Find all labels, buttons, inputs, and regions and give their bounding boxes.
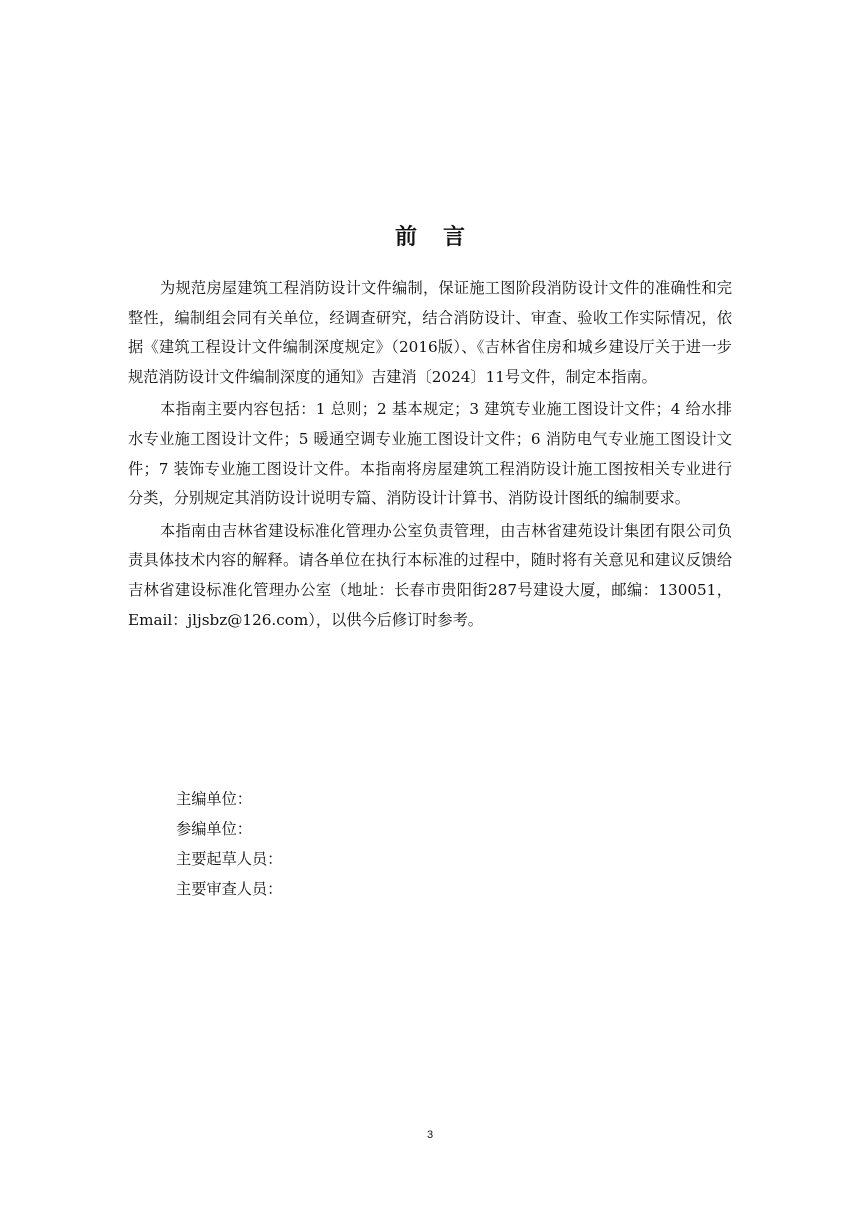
chief-editor-unit-label: 主编单位： bbox=[176, 790, 252, 808]
page-title bbox=[0, 222, 860, 254]
preface-body bbox=[128, 274, 732, 638]
paragraph-purpose: 为规范房屋建筑工程消防设计文件编制，保证施工图阶段消防设计文件的准确性和完整性，编制组会同有关单位，经调查研究，结合消防设计、审查、验收工作实际情况，依据《建筑工程设计文件编制深度规定》（2016版）、《吉林省住房和城乡建设厅关于进一步规范消防设计文件编制深度的通知》吉建消〔2024〕11号文件，制定本指南。 bbox=[128, 279, 732, 386]
title-char-second: 言 bbox=[443, 225, 466, 250]
main-reviewers-label: 主要审查人员： bbox=[176, 880, 283, 898]
participating-unit-label: 参编单位： bbox=[176, 820, 252, 838]
page-number: 3 bbox=[426, 1129, 434, 1141]
main-drafters-label: 主要起草人员： bbox=[176, 850, 283, 868]
paragraph-management: 本指南由吉林省建设标准化管理办公室负责管理，由吉林省建苑设计集团有限公司负责具体技术内容的解释。请各单位在执行本标准的过程中，随时将有关意见和建议反馈给吉林省建设标准化管理办公室（地址：长春市贵阳街287号建设大厦，邮编：130051，Email：jljsbz@126.com），以供今后修订时参考。 bbox=[128, 521, 732, 629]
paragraph-contents: 本指南主要内容包括：1 总则；2 基本规定；3 建筑专业施工图设计文件；4 给水排水专业施工图设计文件；5 暖通空调专业施工图设计文件；6 消防电气专业施工图设计文件；7 装饰专业施工图设计文件。本指南将房屋建筑工程消防设计施工图按相关专业进行分类，分别规定其消防设计说明专篇、消防设计计算书、消防设计图纸的编制要求。 bbox=[128, 400, 732, 508]
title-char-first: 前 bbox=[394, 225, 417, 250]
editorial-credits bbox=[176, 784, 282, 904]
